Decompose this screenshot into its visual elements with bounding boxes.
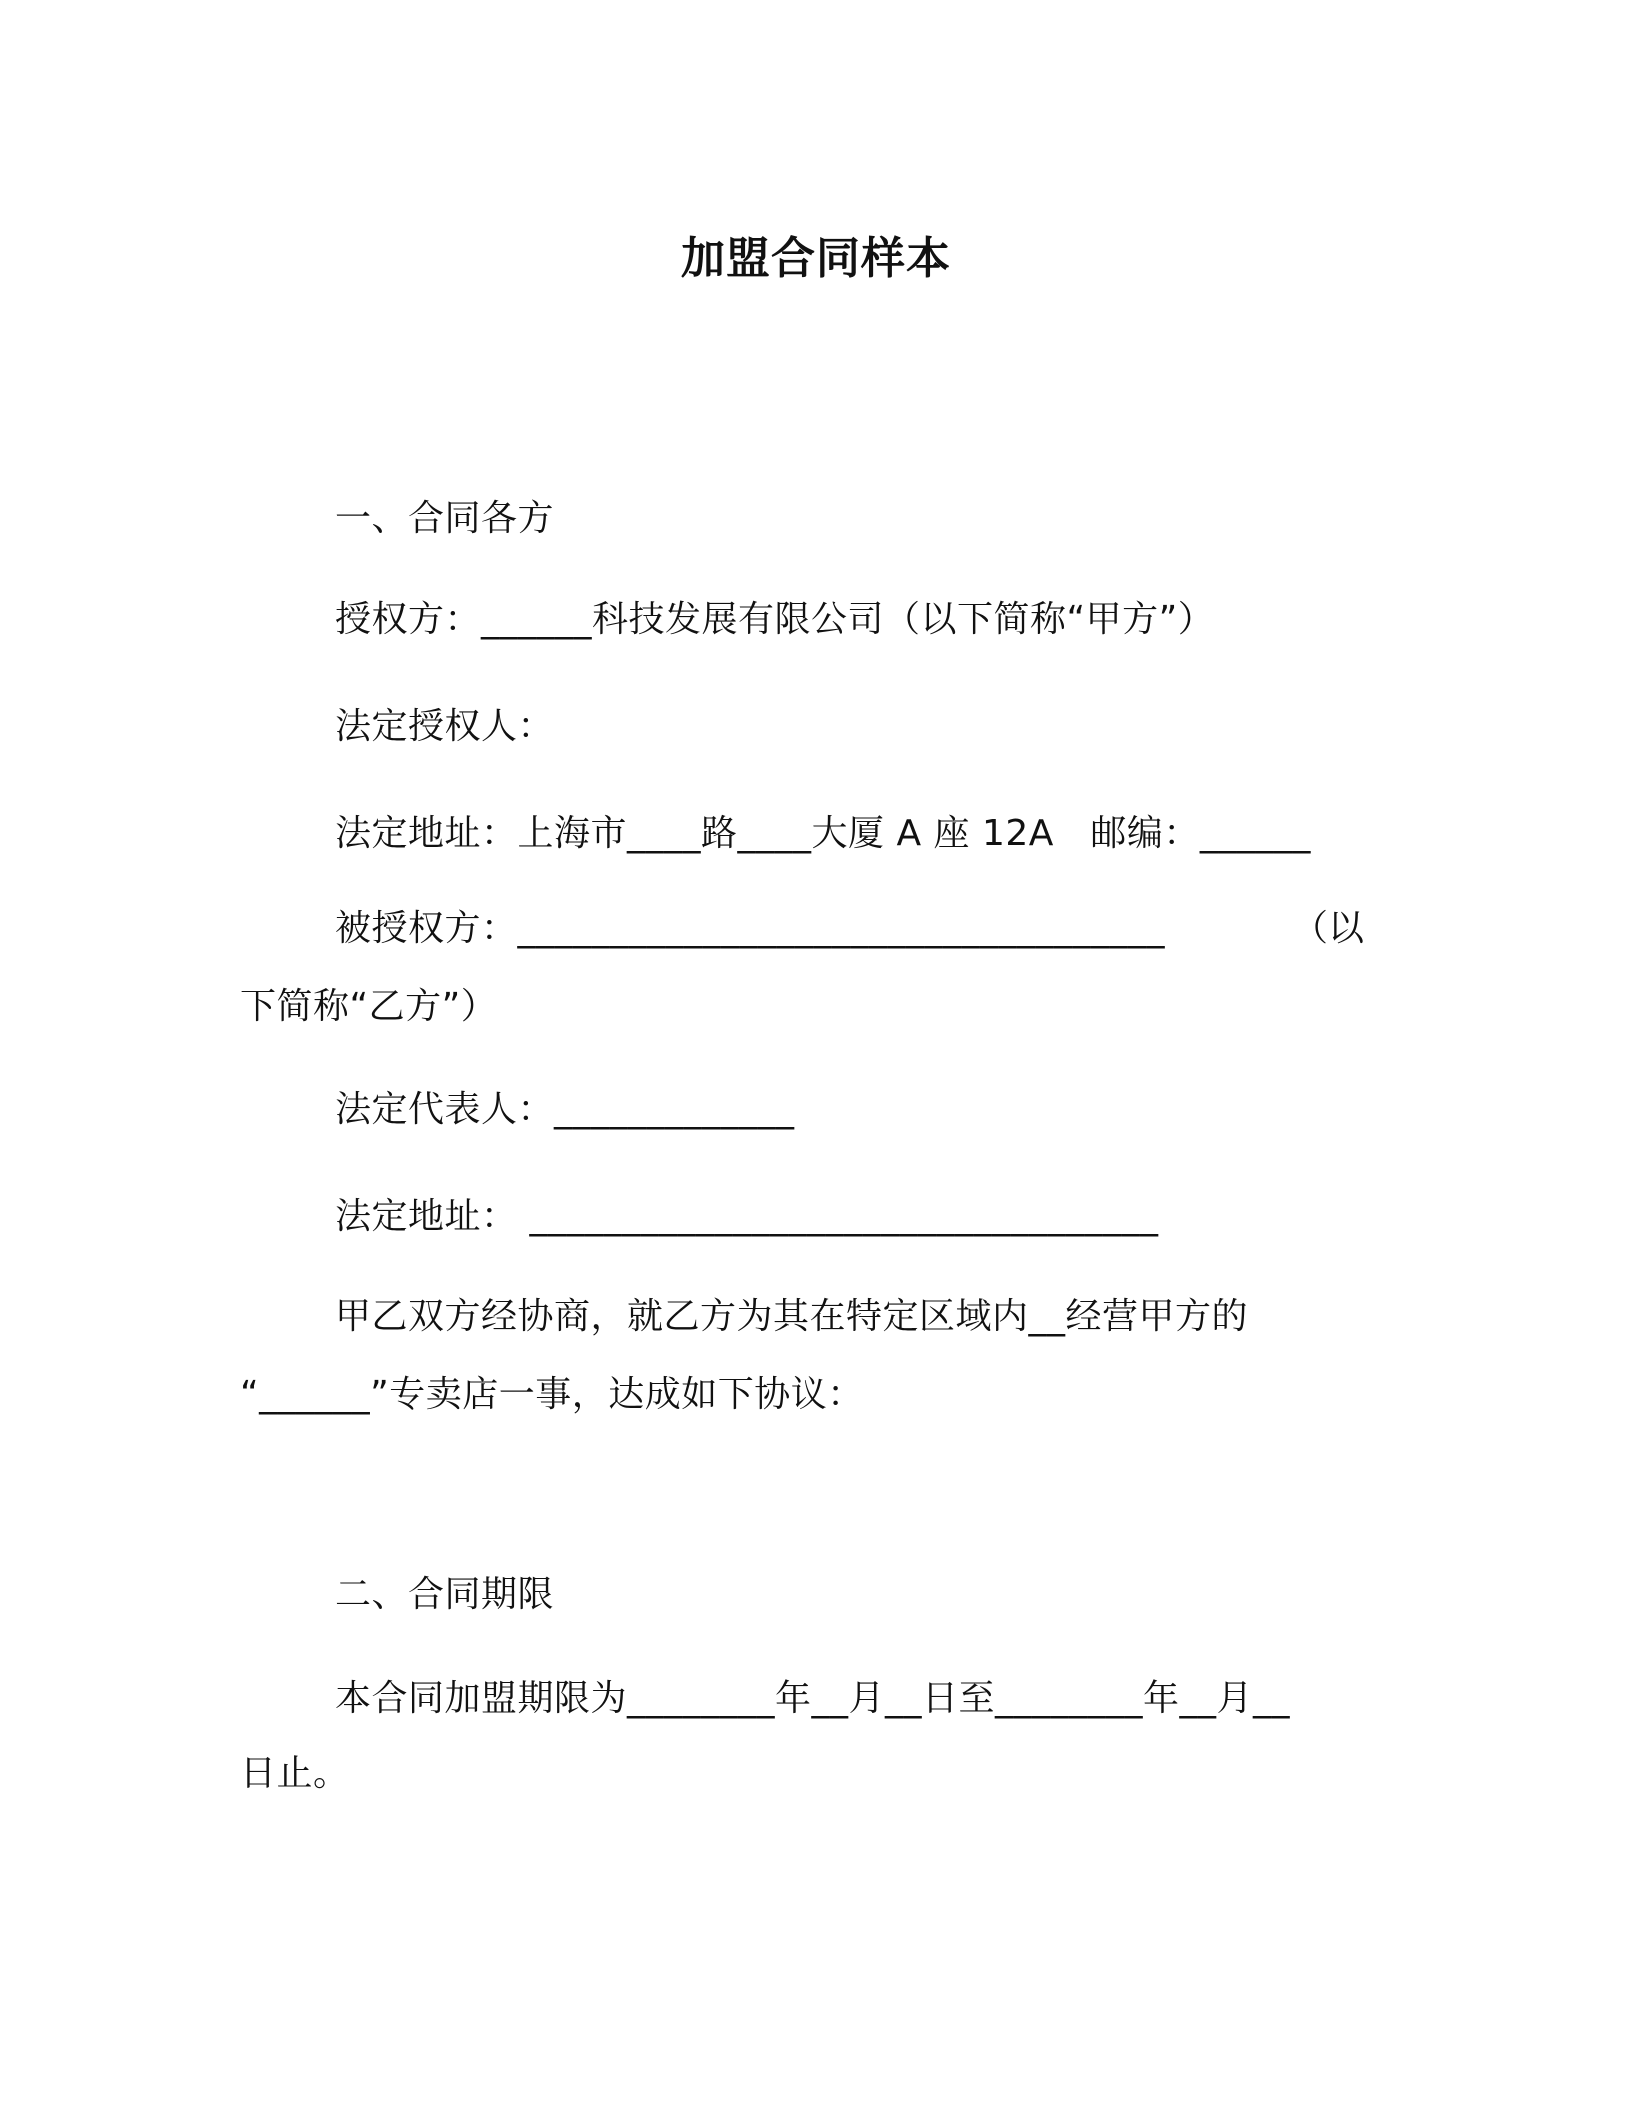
licensee-representative-line: 法定代表人：_____________ xyxy=(335,1089,795,1130)
licensee-line-tail: （以 xyxy=(1291,908,1364,949)
section-1-heading: 一、合同各方 xyxy=(335,498,555,539)
licensee-line-continued: 下简称“乙方”） xyxy=(240,986,498,1027)
agreement-paragraph-line-2: “______”专卖店一事，达成如下协议： xyxy=(240,1374,864,1415)
licensee-address-line: 法定地址： __________________________________ xyxy=(335,1196,1159,1237)
licensee-line: 被授权方：___________________________________ xyxy=(335,908,1166,949)
licensor-address-line: 法定地址：上海市____路____大厦 A 座 12A 邮编：______ xyxy=(335,813,1311,854)
licensor-line: 授权方：______科技发展有限公司（以下简称“甲方”） xyxy=(335,599,1215,640)
document-title: 加盟合同样本 xyxy=(681,233,951,284)
term-paragraph-line-2: 日止。 xyxy=(240,1753,350,1794)
agreement-paragraph-line-1: 甲乙双方经协商，就乙方为其在特定区域内__经营甲方的 xyxy=(335,1296,1249,1337)
term-paragraph-line-1: 本合同加盟期限为________年__月__日至________年__月__ xyxy=(335,1678,1291,1719)
licensor-representative-line: 法定授权人： xyxy=(335,706,555,747)
section-2-heading: 二、合同期限 xyxy=(335,1574,555,1615)
